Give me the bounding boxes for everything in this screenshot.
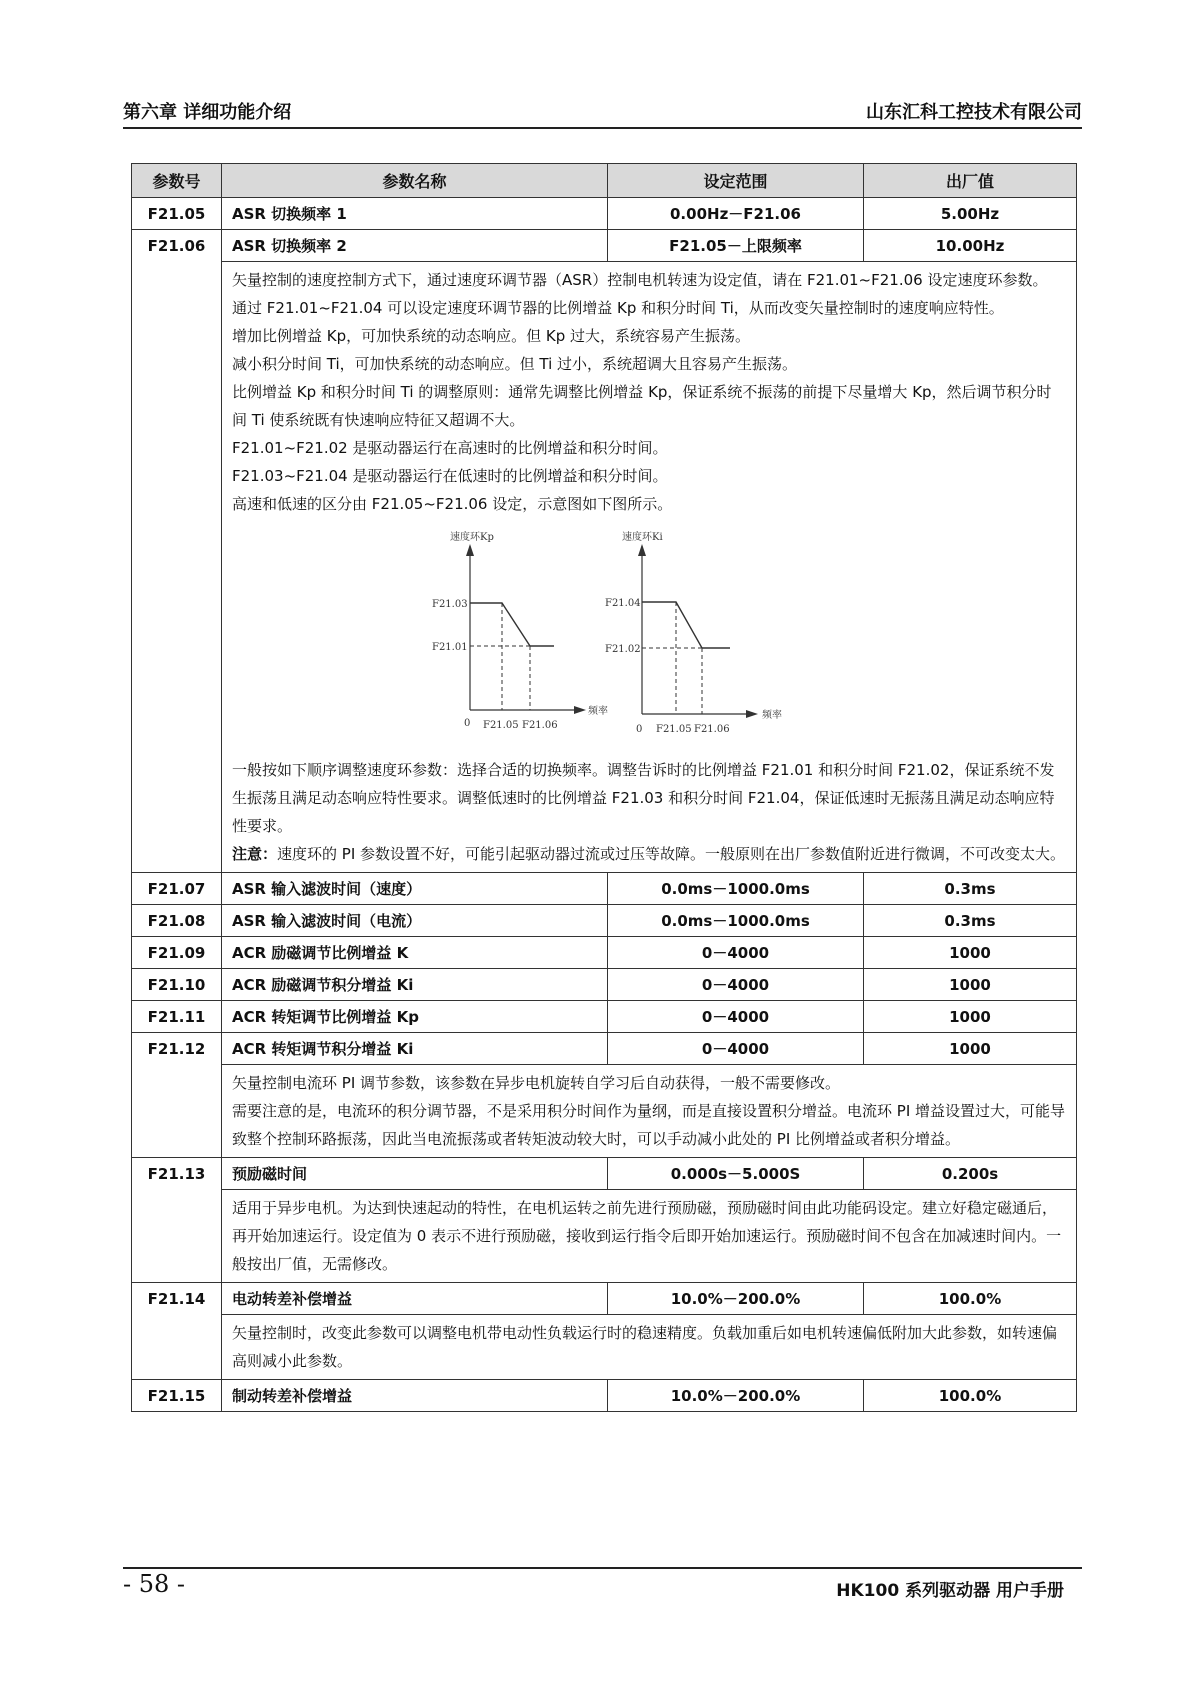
param-code: F21.12 xyxy=(132,1033,222,1158)
page-number: - 58 - xyxy=(123,1570,186,1598)
param-code: F21.15 xyxy=(132,1380,222,1412)
param-default: 5.00Hz xyxy=(864,198,1077,230)
param-default: 10.00Hz xyxy=(864,230,1077,262)
table-row xyxy=(132,198,1077,230)
param-code: F21.10 xyxy=(132,969,222,1001)
param-name: 预励磁时间 xyxy=(222,1158,608,1190)
ki-x2-label: F21.06 xyxy=(694,724,730,735)
speed-loop-diagrams xyxy=(232,518,1066,756)
col-header-code: 参数号 xyxy=(132,164,222,198)
param-default: 0.3ms xyxy=(864,873,1077,905)
kp-y-label: 速度环Kp xyxy=(450,532,494,543)
desc-paragraph: 减小积分时间 Ti，可加快系统的动态响应。但 Ti 过小，系统超调大且容易产生振荡。 xyxy=(232,355,798,373)
f21-06-description xyxy=(222,262,1077,873)
ki-curve xyxy=(642,602,730,648)
param-range: 0－4000 xyxy=(608,937,864,969)
param-name: ACR 转矩调节比例增益 Kp xyxy=(222,1001,608,1033)
note-paragraph xyxy=(232,840,1066,868)
kp-curve xyxy=(470,603,554,646)
param-default: 100.0% xyxy=(864,1283,1077,1315)
desc-paragraph: 需要注意的是，电流环的积分调节器，不是采用积分时间作为量纲，而是直接设置积分增益。电流环 PI 增益设置过大，可能导致整个控制环路振荡，因此当电流振荡或者转矩波动较大时，可以手动减小此处的 PI 比例增益或者积分增益。 xyxy=(232,1102,1066,1148)
param-default: 0.200s xyxy=(864,1158,1077,1190)
table-row xyxy=(132,1380,1077,1412)
table-row xyxy=(132,969,1077,1001)
param-code: F21.14 xyxy=(132,1283,222,1380)
param-name: 制动转差补偿增益 xyxy=(222,1380,608,1412)
param-code: F21.06 xyxy=(132,230,222,873)
param-range: 0.000s－5.000S xyxy=(608,1158,864,1190)
desc-paragraph: F21.01~F21.02 是驱动器运行在高速时的比例增益和积分时间。 xyxy=(232,439,668,457)
param-range: 0－4000 xyxy=(608,1001,864,1033)
f21-13-description xyxy=(222,1190,1077,1283)
description-row xyxy=(132,262,1077,873)
param-range: 0－4000 xyxy=(608,1033,864,1065)
table-row xyxy=(132,1283,1077,1315)
desc-paragraph: F21.03~F21.04 是驱动器运行在低速时的比例增益和积分时间。 xyxy=(232,467,668,485)
col-header-name: 参数名称 xyxy=(222,164,608,198)
header-divider xyxy=(123,127,1082,129)
ki-x-arrow xyxy=(746,710,758,718)
description-row xyxy=(132,1190,1077,1283)
param-name: ASR 输入滤波时间（电流） xyxy=(222,905,608,937)
param-code: F21.07 xyxy=(132,873,222,905)
table-row xyxy=(132,937,1077,969)
desc-paragraph: 矢量控制时，改变此参数可以调整电机带电动性负载运行时的稳速精度。负载加重后如电机转速偏低附加大此参数，如转速偏高则减小此参数。 xyxy=(232,1324,1058,1370)
param-range: 0－4000 xyxy=(608,969,864,1001)
desc-paragraph: 通过 F21.01~F21.04 可以设定速度环调节器的比例增益 Kp 和积分时间 Ti，从而改变矢量控制时的速度响应特性。 xyxy=(232,299,1004,317)
desc-paragraph: 矢量控制电流环 PI 调节参数，该参数在异步电机旋转自学习后自动获得，一般不需要修改。 xyxy=(232,1074,841,1092)
param-name: ASR 切换频率 1 xyxy=(222,198,608,230)
param-name: ACR 转矩调节积分增益 Ki xyxy=(222,1033,608,1065)
param-code: F21.09 xyxy=(132,937,222,969)
ki-x1-label: F21.05 xyxy=(656,724,692,735)
desc-paragraph: 高速和低速的区分由 F21.05~F21.06 设定，示意图如下图所示。 xyxy=(232,495,673,513)
kp-origin-label: 0 xyxy=(464,718,471,729)
col-header-default: 出厂值 xyxy=(864,164,1077,198)
ki-y-arrow xyxy=(638,544,646,556)
param-default: 1000 xyxy=(864,1001,1077,1033)
parameter-table xyxy=(131,163,1077,1412)
desc-paragraph: 适用于异步电机。为达到快速起动的特性，在电机运转之前先进行预励磁，预励磁时间由此功能码设定。建立好稳定磁通后，再开始加速运行。设定值为 0 表示不进行预励磁，接收到运行指令后即开始加速运行。预励磁时间不包含在加减速时间内。一般按出厂值，无需修改。 xyxy=(232,1199,1062,1273)
manual-title: HK100 系列驱动器 用户手册 xyxy=(836,1581,1064,1601)
kp-high-label: F21.03 xyxy=(432,599,468,610)
kp-y-arrow xyxy=(466,544,474,556)
f21-12-description xyxy=(222,1065,1077,1158)
note-text: 速度环的 PI 参数设置不好，可能引起驱动器过流或过压等故障。一般原则在出厂参数值附近进行微调，不可改变太大。 xyxy=(277,845,1066,863)
ki-diagram xyxy=(605,530,782,735)
param-default: 0.3ms xyxy=(864,905,1077,937)
param-default: 1000 xyxy=(864,937,1077,969)
table-row xyxy=(132,1158,1077,1190)
param-range: F21.05－上限频率 xyxy=(608,230,864,262)
kp-x-label: 频率 xyxy=(588,706,608,717)
param-range: 0.00Hz－F21.06 xyxy=(608,198,864,230)
kp-x2-label: F21.06 xyxy=(522,720,558,731)
ki-low-label: F21.02 xyxy=(605,644,641,655)
param-name: 电动转差补偿增益 xyxy=(222,1283,608,1315)
description-row xyxy=(132,1315,1077,1380)
kp-low-label: F21.01 xyxy=(432,642,468,653)
param-code: F21.05 xyxy=(132,198,222,230)
param-name: ACR 励磁调节积分增益 Ki xyxy=(222,969,608,1001)
table-row xyxy=(132,1033,1077,1065)
param-name: ASR 输入滤波时间（速度） xyxy=(222,873,608,905)
col-header-range: 设定范围 xyxy=(608,164,864,198)
company-name: 山东汇科工控技术有限公司 xyxy=(866,102,1082,123)
table-row xyxy=(132,230,1077,262)
kp-x-arrow xyxy=(574,706,586,714)
param-code: F21.11 xyxy=(132,1001,222,1033)
param-name: ACR 励磁调节比例增益 K xyxy=(222,937,608,969)
ki-origin-label: 0 xyxy=(636,724,643,735)
table-row xyxy=(132,905,1077,937)
ki-y-label: 速度环Ki xyxy=(622,532,663,543)
f21-14-description xyxy=(222,1315,1077,1380)
description-row xyxy=(132,1065,1077,1158)
param-range: 0.0ms－1000.0ms xyxy=(608,905,864,937)
param-range: 10.0%－200.0% xyxy=(608,1380,864,1412)
chapter-title: 第六章 详细功能介绍 xyxy=(123,102,292,123)
param-range: 0.0ms－1000.0ms xyxy=(608,873,864,905)
table-row xyxy=(132,873,1077,905)
table-header-row xyxy=(132,164,1077,198)
speed-loop-diagram-svg xyxy=(432,528,810,750)
param-code: F21.08 xyxy=(132,905,222,937)
param-default: 1000 xyxy=(864,1033,1077,1065)
desc-paragraph: 一般按如下顺序调整速度环参数：选择合适的切换频率。调整告诉时的比例增益 F21.01 和积分时间 F21.02，保证系统不发生振荡且满足动态响应特性要求。调整低速时的比例增益 F21.03 和积分时间 F21.04，保证低速时无振荡且满足动态响应特性要求。 xyxy=(232,761,1055,835)
param-name: ASR 切换频率 2 xyxy=(222,230,608,262)
param-range: 10.0%－200.0% xyxy=(608,1283,864,1315)
table-row xyxy=(132,1001,1077,1033)
kp-diagram xyxy=(432,530,608,731)
param-default: 100.0% xyxy=(864,1380,1077,1412)
desc-paragraph: 矢量控制的速度控制方式下，通过速度环调节器（ASR）控制电机转速为设定值，请在 F21.01~F21.06 设定速度环参数。 xyxy=(232,271,1048,289)
ki-x-label: 频率 xyxy=(762,710,782,721)
kp-x1-label: F21.05 xyxy=(483,720,519,731)
desc-paragraph: 比例增益 Kp 和积分时间 Ti 的调整原则：通常先调整比例增益 Kp，保证系统不振荡的前提下尽量增大 Kp，然后调节积分时间 Ti 使系统既有快速响应特征又超调不大。 xyxy=(232,383,1052,429)
desc-paragraph: 增加比例增益 Kp，可加快系统的动态响应。但 Kp 过大，系统容易产生振荡。 xyxy=(232,327,751,345)
ki-high-label: F21.04 xyxy=(605,598,641,609)
param-default: 1000 xyxy=(864,969,1077,1001)
footer-divider xyxy=(123,1567,1082,1569)
note-label: 注意： xyxy=(232,845,278,863)
param-code: F21.13 xyxy=(132,1158,222,1283)
